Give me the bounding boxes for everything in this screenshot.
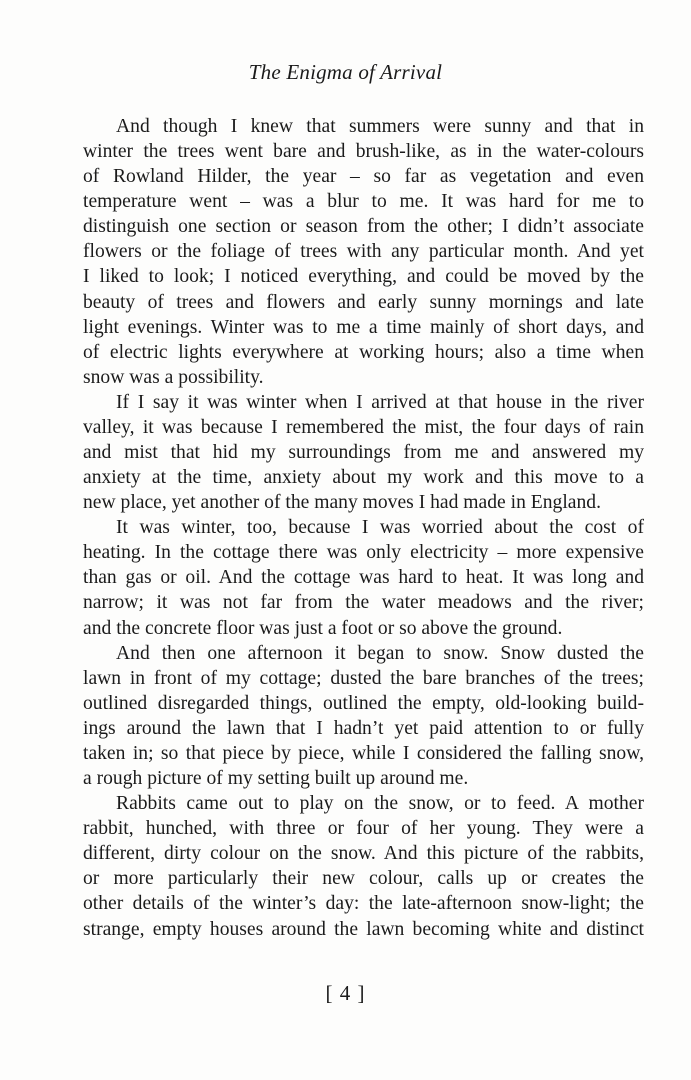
text-line: outlined disregarded things, outlined the empty, old-looking build- [83, 692, 644, 714]
text-line: Rabbits came out to play on the snow, or to feed. A mother [116, 793, 644, 815]
paragraph [83, 114, 644, 390]
paragraph [83, 515, 644, 640]
text-line: taken in; so that piece by piece, while I considered the falling snow, [83, 742, 644, 764]
text-line: light evenings. Winter was to me a time mainly of short days, and [83, 316, 644, 338]
text-line: snow was a possibility. [83, 366, 264, 388]
text-line: of electric lights everywhere at working hours; also a time when [83, 341, 644, 363]
running-head: The Enigma of Arrival [248, 60, 443, 84]
text-line: It was winter, too, because I was worried about the cost of [116, 517, 644, 539]
text-line: And then one afternoon it began to snow. Snow dusted the [116, 642, 644, 664]
paragraph [83, 641, 644, 791]
text-line: And though I knew that summers were sunny and that in [116, 116, 644, 137]
text-line: other details of the winter’s day: the late-afternoon snow-light; the [83, 893, 644, 915]
text-line: new place, yet another of the many moves I had made in England. [83, 492, 601, 514]
text-line: a rough picture of my setting built up around me. [83, 768, 469, 790]
page-number: [ 4 ] [325, 981, 366, 1005]
text-line: narrow; it was not far from the water meadows and the river; [83, 592, 644, 614]
text-line: anxiety at the time, anxiety about my work and this move to a [83, 467, 644, 489]
text-line: or more particularly their new colour, calls up or creates the [83, 868, 644, 890]
paragraph [83, 791, 644, 941]
text-line: strange, empty houses around the lawn becoming white and distinct [83, 918, 644, 940]
paragraph [83, 390, 644, 515]
text-line: winter the trees went bare and brush-like, as in the water-colours [83, 141, 644, 163]
text-line: rabbit, hunched, with three or four of her young. They were a [83, 818, 644, 840]
text-line: than gas or oil. And the cottage was hard to heat. It was long and [83, 567, 644, 589]
text-line: of Rowland Hilder, the year – so far as vegetation and even [83, 166, 644, 188]
text-line: different, dirty colour on the snow. And this picture of the rabbits, [83, 843, 644, 865]
text-line: and mist that hid my surroundings from me and answered my [83, 442, 644, 464]
text-line: I liked to look; I noticed everything, and could be moved by the [83, 266, 644, 288]
text-line: flowers or the foliage of trees with any particular month. And yet [83, 241, 644, 263]
text-line: If I say it was winter when I arrived at that house in the river [116, 391, 644, 413]
text-line: and the concrete floor was just a foot or so above the ground. [83, 617, 563, 639]
text-line: distinguish one section or season from the other; I didn’t associate [83, 216, 644, 238]
body-text [83, 114, 644, 942]
text-line: heating. In the cottage there was only electricity – more expensive [83, 542, 644, 564]
text-line: beauty of trees and flowers and early sunny mornings and late [83, 291, 644, 313]
text-line: temperature went – was a blur to me. It was hard for me to [83, 191, 644, 213]
text-line: lawn in front of my cottage; dusted the bare branches of the trees; [83, 667, 644, 689]
text-line: ings around the lawn that I hadn’t yet paid attention to or fully [83, 717, 644, 739]
text-line: valley, it was because I remembered the mist, the four days of rain [83, 416, 644, 438]
